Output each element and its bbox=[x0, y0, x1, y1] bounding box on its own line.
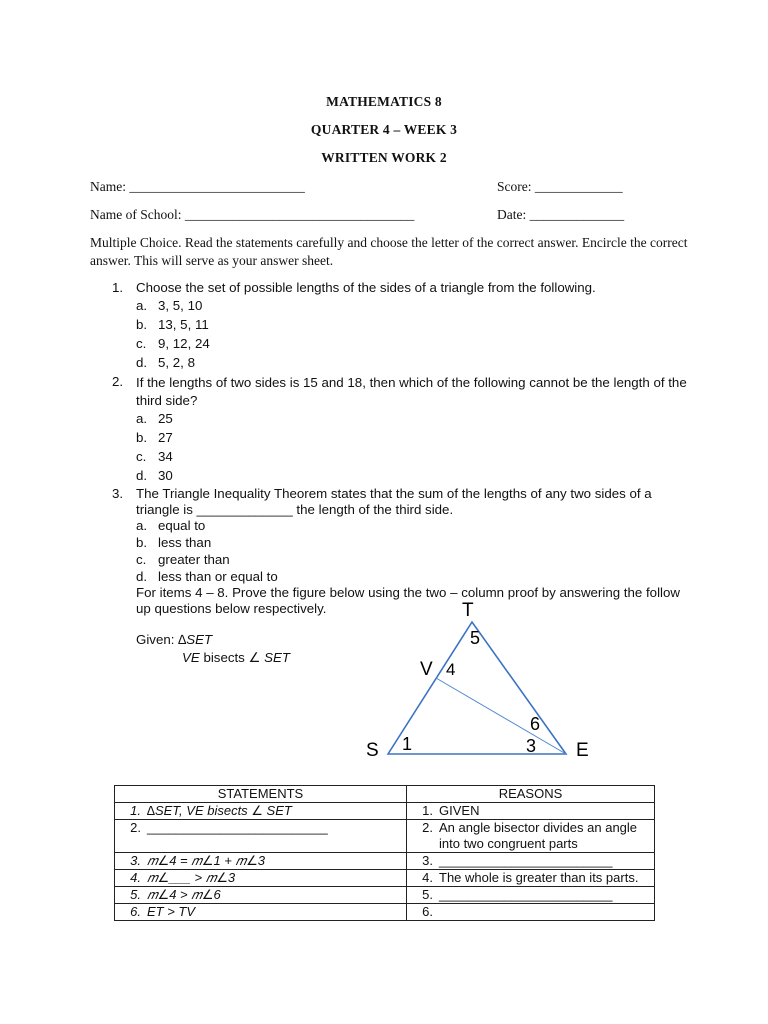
row-number: 4. bbox=[130, 870, 141, 885]
row-number: 2. bbox=[130, 820, 141, 835]
reason-cell[interactable] bbox=[407, 904, 655, 921]
statement-cell[interactable] bbox=[115, 870, 407, 887]
proof-row bbox=[115, 820, 655, 853]
reason-text: GIVEN bbox=[439, 803, 480, 818]
given-angle: SET bbox=[264, 650, 291, 665]
statement-text[interactable]: 𝑚∠___ > 𝑚∠3 bbox=[147, 870, 236, 885]
question-number: 1. bbox=[112, 280, 124, 295]
option-letter: b. bbox=[136, 317, 148, 332]
option-letter: c. bbox=[136, 336, 147, 351]
row-number: 6. bbox=[422, 904, 433, 919]
option-text: 9, 12, 24 bbox=[158, 336, 210, 351]
proof-row bbox=[115, 853, 655, 870]
statement-cell[interactable] bbox=[115, 820, 407, 853]
statement-cell bbox=[115, 853, 407, 870]
reason-cell[interactable] bbox=[407, 887, 655, 904]
option-letter: a. bbox=[136, 411, 148, 426]
angle-4-label: 4 bbox=[446, 660, 456, 679]
option-text: less than bbox=[158, 535, 212, 550]
instructions: Multiple Choice. Read the statements carefully and choose the letter of the correct answer. Encircle the correct answer. This will serve as your answer sheet. bbox=[90, 235, 688, 268]
statement-blank[interactable]: _________________________ bbox=[147, 820, 328, 835]
reason-cell bbox=[407, 820, 655, 853]
reason-text: The whole is greater than its parts. bbox=[439, 870, 639, 885]
row-number: 5. bbox=[422, 887, 433, 902]
statement-text: ∆SET, VE bisects ∠ SET bbox=[147, 803, 292, 818]
statement-text: 𝑚∠4 > 𝑚∠6 bbox=[147, 887, 221, 902]
items-instruction: For items 4 – 8. Prove the figure below using the two – column proof by answering the follow up questions below respectively. bbox=[136, 585, 680, 616]
statement-cell bbox=[115, 887, 407, 904]
angle-1-label: 1 bbox=[402, 734, 413, 754]
question-text: If the lengths of two sides is 15 and 18, then which of the following cannot be the length of the third side? bbox=[136, 375, 687, 408]
option-text: 25 bbox=[158, 411, 173, 426]
given-bisects: bisects ∠ bbox=[199, 650, 265, 665]
option-text: 3, 5, 10 bbox=[158, 298, 203, 313]
option-letter: c. bbox=[136, 552, 147, 567]
angle-5-label: 5 bbox=[470, 628, 481, 648]
proof-row bbox=[115, 887, 655, 904]
row-number: 4. bbox=[422, 870, 433, 885]
row-number: 3. bbox=[130, 853, 141, 868]
subject-title: MATHEMATICS 8 bbox=[326, 94, 442, 109]
proof-row bbox=[115, 803, 655, 820]
option-text: 5, 2, 8 bbox=[158, 355, 195, 370]
question-text: The Triangle Inequality Theorem states that the sum of the lengths of any two sides of a triangle is _____________ the length of the third side. bbox=[136, 486, 652, 517]
vertex-v: V bbox=[420, 659, 433, 680]
option-letter: b. bbox=[136, 430, 148, 445]
reason-cell[interactable] bbox=[407, 853, 655, 870]
angle-6-label: 6 bbox=[530, 714, 541, 734]
vertex-s: S bbox=[366, 740, 379, 761]
score-field[interactable]: Score: _____________ bbox=[497, 179, 623, 194]
statement-text: ET > TV bbox=[147, 904, 196, 919]
reason-blank[interactable]: ________________________ bbox=[439, 887, 613, 902]
given-segment: VE bbox=[182, 650, 200, 665]
option-letter: b. bbox=[136, 535, 148, 550]
option-text: greater than bbox=[158, 552, 230, 567]
proof-table bbox=[114, 785, 655, 921]
row-number: 1. bbox=[130, 803, 141, 818]
reasons-header: REASONS bbox=[407, 786, 655, 803]
statements-header: STATEMENTS bbox=[115, 786, 407, 803]
row-number: 2. bbox=[422, 820, 433, 835]
school-field[interactable]: Name of School: __________________________________ bbox=[90, 207, 415, 222]
question-text: Choose the set of possible lengths of the sides of a triangle from the following. bbox=[136, 280, 596, 295]
option-text: 13, 5, 11 bbox=[158, 317, 209, 332]
option-letter: a. bbox=[136, 298, 148, 313]
option-text: equal to bbox=[158, 518, 206, 533]
row-number: 6. bbox=[130, 904, 141, 919]
proof-row bbox=[115, 904, 655, 921]
option-text: 34 bbox=[158, 449, 173, 464]
vertex-e: E bbox=[576, 740, 589, 761]
reason-blank[interactable]: ________________________ bbox=[439, 853, 613, 868]
row-number: 1. bbox=[422, 803, 433, 818]
given-triangle: ∆SET bbox=[178, 632, 213, 647]
reason-cell bbox=[407, 870, 655, 887]
option-letter: d. bbox=[136, 468, 148, 483]
option-text: 30 bbox=[158, 468, 173, 483]
given-label: Given: bbox=[136, 632, 179, 647]
statement-cell bbox=[115, 803, 407, 820]
option-letter: c. bbox=[136, 449, 147, 464]
work-title: WRITTEN WORK 2 bbox=[321, 150, 447, 165]
reason-text: An angle bisector divides an angle into two congruent parts bbox=[439, 820, 638, 851]
date-field[interactable]: Date: ______________ bbox=[497, 207, 625, 222]
statement-cell bbox=[115, 904, 407, 921]
row-number: 5. bbox=[130, 887, 141, 902]
proof-row bbox=[115, 870, 655, 887]
reason-cell bbox=[407, 803, 655, 820]
name-field[interactable]: Name: __________________________ bbox=[90, 179, 305, 194]
proof-header-row bbox=[115, 786, 655, 803]
quarter-title: QUARTER 4 – WEEK 3 bbox=[310, 122, 458, 137]
option-text: 27 bbox=[158, 430, 173, 445]
statement-text: 𝑚∠4 = 𝑚∠1 + 𝑚∠3 bbox=[147, 853, 265, 868]
option-letter: d. bbox=[136, 569, 148, 584]
option-text: less than or equal to bbox=[158, 569, 278, 584]
bisector-ve bbox=[436, 678, 566, 754]
row-number: 3. bbox=[422, 853, 433, 868]
vertex-t: T bbox=[462, 600, 474, 621]
question-number: 2. bbox=[112, 374, 124, 389]
question-number: 3. bbox=[112, 486, 124, 501]
angle-3-label: 3 bbox=[526, 736, 537, 756]
option-letter: d. bbox=[136, 355, 148, 370]
option-letter: a. bbox=[136, 518, 148, 533]
